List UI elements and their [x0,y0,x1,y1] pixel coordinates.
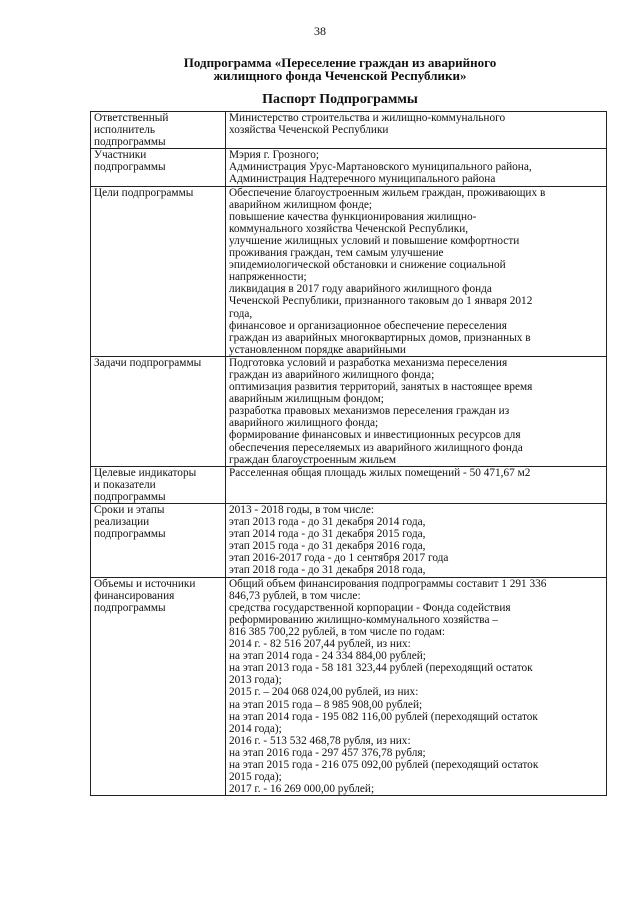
passport-row [91,504,607,578]
row-content-line: на этап 2014 года - 195 082 116,00 рублей (переходящий остаток [229,710,538,723]
row-content-line: разработка правовых механизмов переселения граждан из [229,405,510,418]
row-content-line: ликвидация в 2017 году аварийного жилищного фонда [229,283,492,296]
row-content-line: на этап 2015 года - 216 075 092,00 рублей (переходящий остаток [229,758,539,771]
row-content-line: аварийном жилищном фонде; [229,198,373,211]
row-label-cell [91,112,226,149]
row-content-line: на этап 2016 года - 297 457 376,78 рубля; [229,746,426,759]
row-content-line: средства государственной корпорации - Фонда содействия [229,601,511,614]
row-content-line: 2014 года); [229,722,282,735]
row-label-line: исполнитель [94,124,156,137]
row-content-line: Чеченской Республики, признанного таковым до 1 января 2012 [229,295,533,308]
row-content-line: этап 2015 года - до 31 декабря 2016 года, [229,540,426,553]
row-label-cell [91,186,226,356]
row-content-line: установленном порядке аварийными [229,343,406,356]
row-content-line: Обеспечение благоустроенным жильем граждан, проживающих в [229,186,546,199]
row-content-line: 846,73 рублей, в том числе: [229,589,361,602]
row-content-line: повышение качества функционирования жилищно- [229,210,477,223]
row-label-line: Целевые индикаторы [94,466,197,479]
row-label-cell [91,577,226,796]
row-content-line: хозяйства Чеченской Республики [229,124,389,137]
row-content-line: 2013 года); [229,674,282,687]
row-label-line: Цели подпрограммы [94,186,194,199]
row-content-line: 2017 г. - 16 269 000,00 рублей; [229,783,375,796]
row-label-line: Объемы и источники [94,577,196,590]
row-label-line: Ответственный [94,112,169,124]
row-content-line: Подготовка условий и разработка механизма переселения [229,356,508,369]
passport-row [91,186,607,356]
row-content-line: 2016 г. - 513 532 468,78 рубля, из них: [229,734,411,747]
row-content-line: обеспечения переселяемых из аварийного жилищного фонда [229,441,523,454]
row-content-line: этап 2013 года - до 31 декабря 2014 года, [229,516,426,529]
page-title [80,56,600,82]
row-content-line: Администрация Надтеречного муниципального района [229,173,496,186]
row-content-cell [226,186,607,356]
row-content-line: этап 2014 года - до 31 декабря 2015 года, [229,528,426,541]
title-line: Подпрограмма «Переселение граждан из аварийного [183,55,497,70]
row-label-line: Задачи подпрограммы [94,356,202,369]
row-label-line: Участники [94,149,147,162]
row-content-line: финансовое и организационное обеспечение переселения [229,319,507,332]
row-label-line: и показатели [94,478,156,491]
row-content-line: Расселенная общая площадь жилых помещений - 50 471,67 м2 [229,466,531,479]
row-content-line: аварийным жилищным фондом; [229,393,384,406]
row-content-line: напряженности; [229,271,307,284]
row-content-line: на этап 2013 года - 58 181 323,44 рублей (переходящий остаток [229,662,533,675]
row-label-cell [91,504,226,578]
row-content-line: аварийного жилищного фонда; [229,417,379,430]
row-content-line: года, [229,307,253,320]
passport-row [91,356,607,466]
row-content-line: Администрация Урус-Мартановского муниципального района, [229,161,532,174]
row-content-line: проживания граждан, тем самым улучшение [229,247,444,260]
passport-table-body [91,112,607,796]
row-content-line: оптимизация развития территорий, занятых в настоящее время [229,381,533,394]
row-label-line: подпрограммы [94,161,166,174]
row-label-line: подпрограммы [94,490,166,503]
passport-table [90,111,607,796]
row-content-line: Общий объем финансирования подпрограммы составит 1 291 336 [229,577,547,590]
row-label-line: подпрограммы [94,601,166,614]
row-content-line: этап 2016-2017 года - до 1 сентября 2017 года [229,552,449,565]
passport-row [91,466,607,503]
passport-row [91,149,607,186]
row-label-cell [91,356,226,466]
row-content-line: коммунального хозяйства Чеченской Республики, [229,222,469,235]
row-label-line: подпрограммы [94,528,166,541]
row-content-line: 2015 г. – 204 068 024,00 рублей, из них: [229,686,419,699]
row-content-line: формирование финансовых и инвестиционных ресурсов для [229,429,521,442]
row-content-line: 2015 года); [229,771,282,784]
row-content-cell [226,577,607,796]
row-content-line: реформированию жилищно-коммунального хозяйства – [229,613,498,626]
row-content-line: эпидемиологической обстановки и снижение социальной [229,259,506,272]
row-content-line: этап 2018 года - до 31 декабря 2018 года, [229,564,426,577]
row-content-line: граждан из аварийного жилищного фонда; [229,368,435,381]
row-content-line: 816 385 700,22 рублей, в том числе по годам: [229,625,446,638]
row-label-cell [91,466,226,503]
row-content-cell [226,466,607,503]
passport-row [91,577,607,796]
row-content-line: 2013 - 2018 годы, в том числе: [229,504,374,516]
row-label-line: подпрограммы [94,136,166,149]
row-content-line: на этап 2015 года – 8 985 908,00 рублей; [229,698,423,711]
row-content-cell [226,149,607,186]
passport-heading: Паспорт Подпрограммы [262,92,418,107]
row-label-cell [91,149,226,186]
row-label-line: Сроки и этапы [94,504,165,516]
row-content-cell [226,504,607,578]
page-number: 38 [314,24,326,38]
row-content-cell [226,112,607,149]
row-content-line: улучшение жилищных условий и повышение комфортности [229,234,520,247]
row-content-line: Мэрия г. Грозного; [229,149,320,162]
row-label-line: реализации [94,516,150,529]
row-content-line: на этап 2014 года - 24 334 884,00 рублей; [229,650,426,663]
passport-row [91,112,607,149]
row-content-line: граждан из аварийных многоквартирных домов, признанных в [229,331,531,344]
row-content-line: 2014 г. - 82 516 207,44 рублей, из них: [229,638,411,651]
row-content-line: граждан благоустроенным жильем [229,453,397,466]
row-content-line: Министерство строительства и жилищно-коммунального [229,112,506,124]
title-line: жилищного фонда Чеченской Республики» [213,68,467,83]
row-label-line: финансирования [94,589,175,602]
row-content-cell [226,356,607,466]
